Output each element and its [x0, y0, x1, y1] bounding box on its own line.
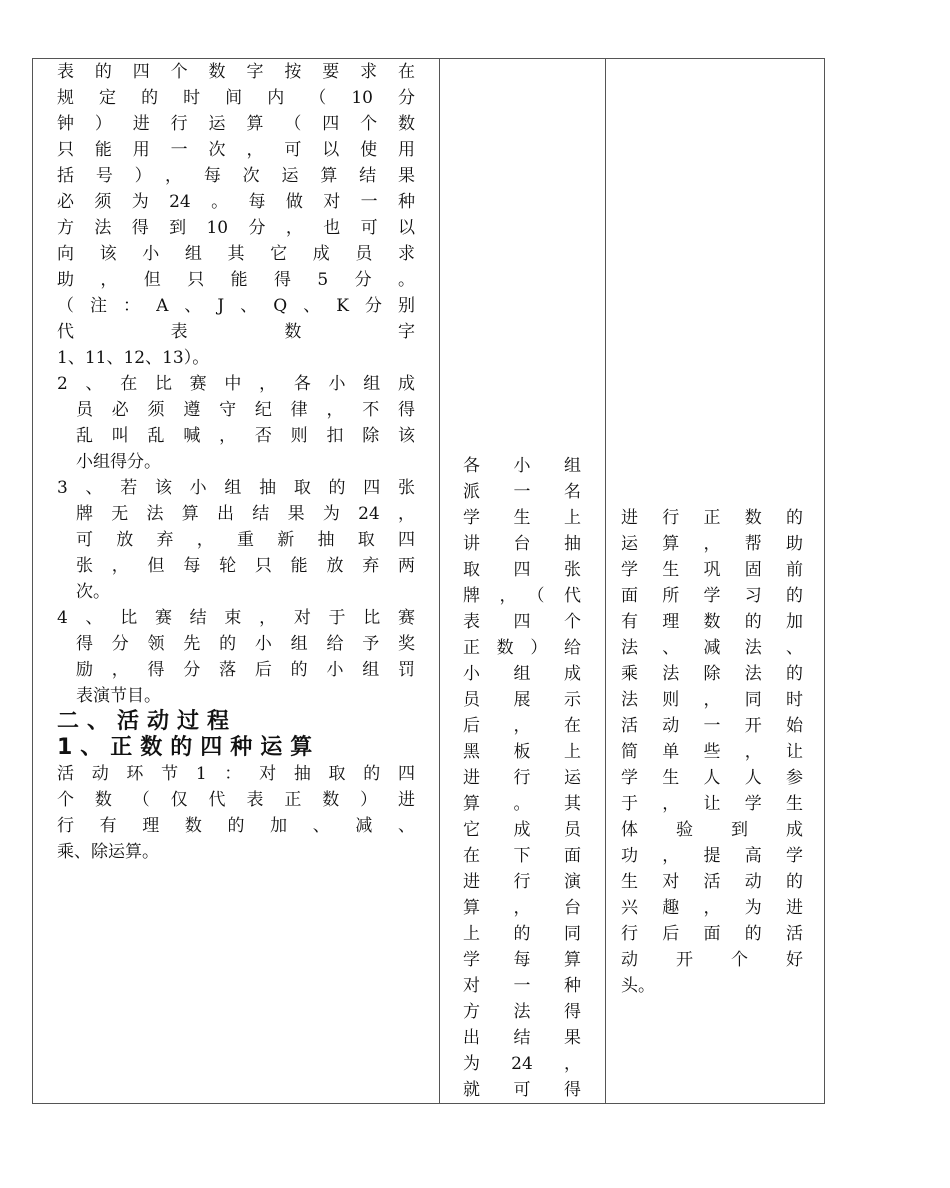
student-activity-line: 后，在 [463, 716, 581, 736]
design-intent-line: 乘法除法的 [621, 664, 803, 684]
student-activity-line: 它成员 [463, 820, 581, 840]
student-activity-line: 上的同 [463, 924, 581, 944]
rule-line: 3、若该小组抽取的四张 [57, 478, 415, 498]
design-intent-line: 面所学习的 [621, 586, 803, 606]
subsection-heading: 1、正数的四种运算 [57, 735, 321, 760]
design-intent-cell [621, 505, 803, 999]
rule-line: 表的四个数字按要求在 [57, 62, 415, 82]
rule-line: 励，得分落后的小组罚 [76, 660, 415, 680]
activity-table [32, 58, 825, 1104]
design-intent-line: 头。 [621, 976, 655, 996]
activity-line: 活动环节1：对抽取的四 [57, 764, 415, 784]
design-intent-line: 简单些，让 [621, 742, 803, 762]
student-activity-line: 为24， [463, 1054, 581, 1074]
rule-2 [57, 371, 415, 475]
student-activity-line: 各小组 [463, 456, 581, 476]
student-activity-line: 就可得 [463, 1080, 581, 1100]
student-activity-line: 正数）给 [463, 638, 581, 658]
rule-line: （注：A、J、Q、K分别 [57, 296, 415, 316]
design-intent-line: 运算，帮助 [621, 534, 803, 554]
rule-line: 员必须遵守纪律，不得 [76, 400, 415, 420]
student-activity-line: 算。其 [463, 794, 581, 814]
rule-line: 代表数字 [57, 322, 415, 342]
rule-line: 1、11、12、13）。 [57, 348, 210, 368]
rules-and-process-cell [57, 59, 415, 865]
design-intent-line: 行后面的活 [621, 924, 803, 944]
rule-line: 次。 [76, 582, 110, 602]
rule-line: 钟）进行运算（四个数 [57, 114, 415, 134]
rule-line: 向该小组其它成员求 [57, 244, 415, 264]
design-intent-line: 学生巩固前 [621, 560, 803, 580]
column-divider [605, 59, 606, 1103]
activity-line: 乘、除运算。 [57, 842, 159, 862]
rule-4 [57, 605, 415, 709]
rule-line: 可放弃，重新抽取四 [76, 530, 415, 550]
design-intent-line: 进行正数的 [621, 508, 803, 528]
student-activity-line: 派一名 [463, 482, 581, 502]
rule-line: 助，但只能得5分。 [57, 270, 415, 290]
student-activity-line: 讲台抽 [463, 534, 581, 554]
design-intent-line: 动开个好 [621, 950, 803, 970]
activity-line: 行有理数的加、减、 [57, 816, 415, 836]
student-activity-line: 小组成 [463, 664, 581, 684]
design-intent-line: 兴趣，为进 [621, 898, 803, 918]
student-activity-line: 取四张 [463, 560, 581, 580]
rule-line: 只能用一次，可以使用 [57, 140, 415, 160]
rule-line: 张，但每轮只能放弃两 [76, 556, 415, 576]
rule-line: 规定的时间内（10分 [57, 88, 415, 108]
design-intent-line: 生对活动的 [621, 872, 803, 892]
student-activity-line: 对一种 [463, 976, 581, 996]
student-activity-cell [463, 453, 581, 1103]
column-divider [439, 59, 440, 1103]
rule-line: 方法得到10分，也可以 [57, 218, 415, 238]
rule-line: 括号），每次运算结果 [57, 166, 415, 186]
rule1-continuation [57, 59, 415, 371]
rule-line: 乱叫乱喊，否则扣除该 [76, 426, 415, 446]
design-intent-line: 活动一开始 [621, 716, 803, 736]
student-activity-line: 表四个 [463, 612, 581, 632]
rule-line: 小组得分。 [76, 452, 161, 472]
student-activity-line: 在下面 [463, 846, 581, 866]
student-activity-line: 学每算 [463, 950, 581, 970]
student-activity-line: 算，台 [463, 898, 581, 918]
design-intent-line: 法、减法、 [621, 638, 803, 658]
student-activity-line: 进行演 [463, 872, 581, 892]
activity-line: 个数（仅代表正数）进 [57, 790, 415, 810]
student-activity-line: 员展示 [463, 690, 581, 710]
design-intent-line: 有理数的加 [621, 612, 803, 632]
student-activity-line: 方法得 [463, 1002, 581, 1022]
activity-step-text [57, 761, 415, 865]
design-intent-line: 法则，同时 [621, 690, 803, 710]
rule-line: 必须为24。每做对一种 [57, 192, 415, 212]
section-heading: 二、活动过程 [57, 709, 238, 734]
student-activity-line: 学生上 [463, 508, 581, 528]
design-intent-line: 体验到成 [621, 820, 803, 840]
rule-line: 表演节目。 [76, 686, 161, 706]
design-intent-line: 功，提高学 [621, 846, 803, 866]
rule-line: 2、在比赛中，各小组成 [57, 374, 415, 394]
student-activity-line: 进行运 [463, 768, 581, 788]
rule-line: 牌无法算出结果为24， [76, 504, 415, 524]
student-activity-line: 出结果 [463, 1028, 581, 1048]
rule-line: 4、比赛结束，对于比赛 [57, 608, 415, 628]
design-intent-line: 于，让学生 [621, 794, 803, 814]
student-activity-line: 黑板上 [463, 742, 581, 762]
rule-line: 得分领先的小组给予奖 [76, 634, 415, 654]
design-intent-line: 学生人人参 [621, 768, 803, 788]
student-activity-line: 牌，（代 [463, 586, 581, 606]
rule-3 [57, 475, 415, 605]
